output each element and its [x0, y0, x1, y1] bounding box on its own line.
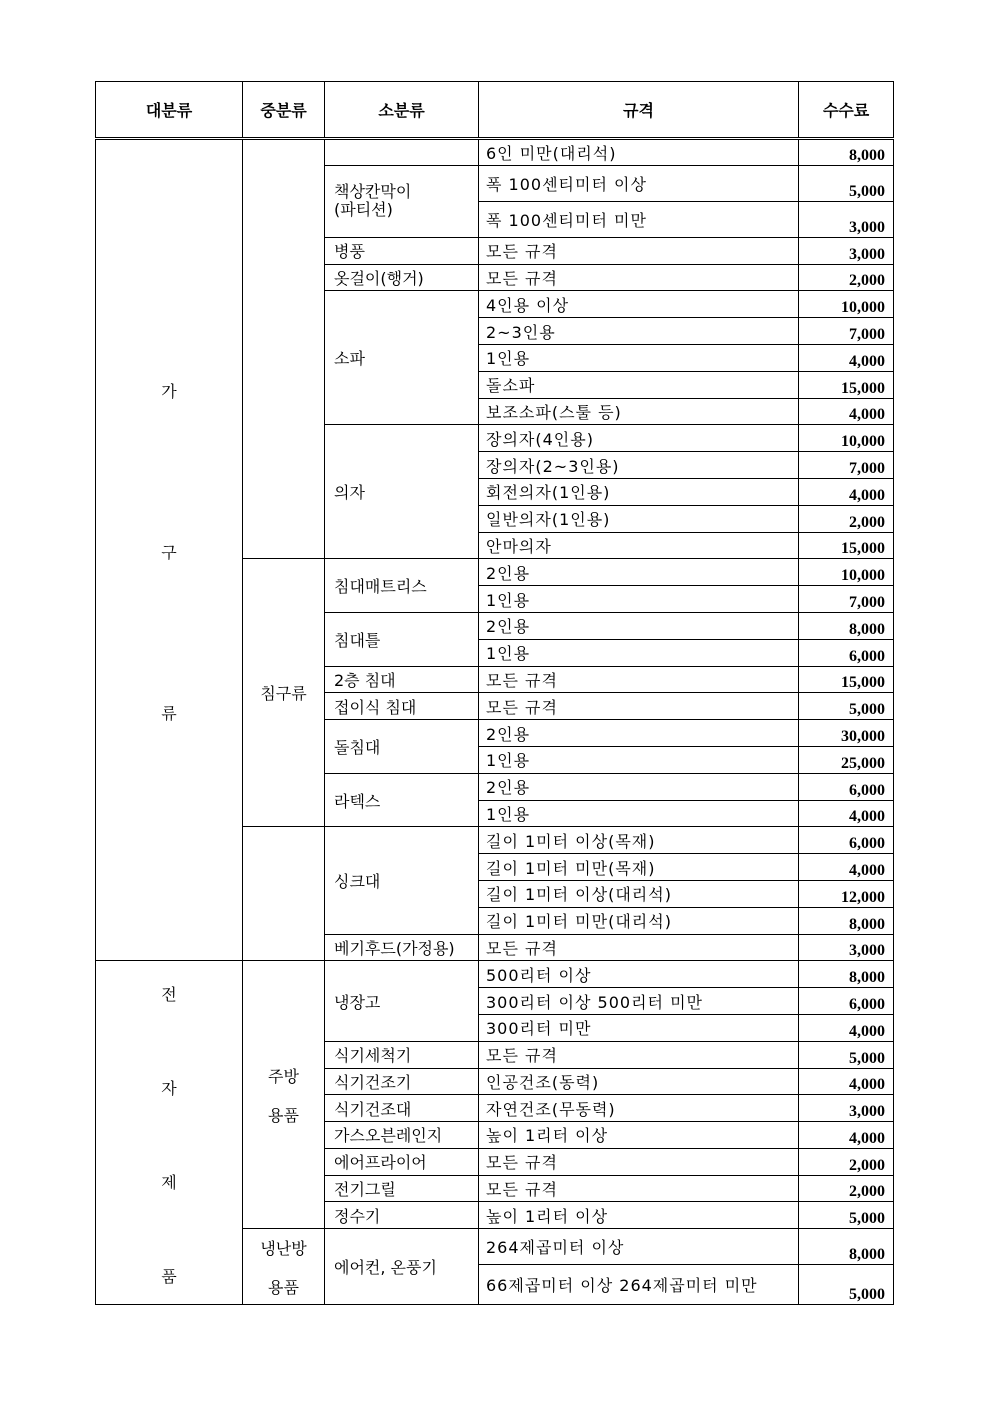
minor-cell: 식기건조기: [325, 1068, 479, 1095]
spec-cell: 폭 100센티미터 이상: [479, 165, 799, 201]
spec-cell: 모든 규격: [479, 934, 799, 961]
fee-cell: 15,000: [799, 666, 894, 693]
fee-cell: 7,000: [799, 318, 894, 345]
spec-cell: 2~3인용: [479, 318, 799, 345]
minor-cell: 전기그릴: [325, 1175, 479, 1202]
middle-kitchen-label: 용품: [268, 1105, 299, 1125]
fee-cell: 5,000: [799, 1265, 894, 1305]
fee-cell: 10,000: [799, 425, 894, 452]
minor-cell: 에어프라이어: [325, 1148, 479, 1175]
major-furniture-char: 류: [161, 703, 177, 723]
fee-cell: 6,000: [799, 639, 894, 666]
minor-cell: 책상칸막이 (파티션): [325, 165, 479, 237]
spec-cell: 1인용: [479, 746, 799, 773]
major-furniture-char: 구: [161, 542, 177, 562]
minor-cell: 싱크대: [325, 827, 479, 934]
spec-cell: 2인용: [479, 773, 799, 800]
minor-cell: 식기세척기: [325, 1041, 479, 1068]
middle-furniture-blank: [243, 139, 325, 559]
fee-cell: 15,000: [799, 371, 894, 398]
minor-cell: 병풍: [325, 237, 479, 264]
fee-cell: 8,000: [799, 907, 894, 934]
fee-cell: 5,000: [799, 1202, 894, 1229]
fee-cell: 8,000: [799, 961, 894, 988]
fee-cell: 4,000: [799, 344, 894, 371]
header-major: 대분류: [96, 82, 243, 139]
fee-cell: 10,000: [799, 291, 894, 318]
spec-cell: 모든 규격: [479, 666, 799, 693]
spec-cell: 길이 1미터 이상(대리석): [479, 880, 799, 907]
middle-hvac-label: 용품: [268, 1277, 299, 1297]
fee-cell: 4,000: [799, 1122, 894, 1149]
minor-cell: 접이식 침대: [325, 693, 479, 720]
spec-cell: 1인용: [479, 344, 799, 371]
fee-cell: 4,000: [799, 800, 894, 827]
middle-bedding: 침구류: [243, 559, 325, 827]
fee-cell: 7,000: [799, 586, 894, 613]
fee-cell: 8,000: [799, 1229, 894, 1265]
fee-cell: 6,000: [799, 827, 894, 854]
spec-cell: 일반의자(1인용): [479, 505, 799, 532]
fee-cell: 15,000: [799, 532, 894, 559]
spec-cell: 안마의자: [479, 532, 799, 559]
spec-cell: 2인용: [479, 612, 799, 639]
spec-cell: 높이 1리터 이상: [479, 1202, 799, 1229]
spec-cell: 모든 규격: [479, 237, 799, 264]
fee-cell: 8,000: [799, 612, 894, 639]
minor-cell: [325, 139, 479, 166]
fee-cell: 2,000: [799, 505, 894, 532]
middle-kitchen: [243, 961, 325, 1229]
minor-cell: 돌침대: [325, 720, 479, 774]
minor-cell: 2층 침대: [325, 666, 479, 693]
header-fee: 수수료: [799, 82, 894, 139]
minor-cell: 식기건조대: [325, 1095, 479, 1122]
spec-cell: 길이 1미터 이상(목재): [479, 827, 799, 854]
fee-cell: 4,000: [799, 1014, 894, 1041]
middle-kitchen-label: 주방: [268, 1066, 299, 1086]
fee-cell: 2,000: [799, 264, 894, 291]
minor-cell: 라텍스: [325, 773, 479, 827]
minor-cell: 의자: [325, 425, 479, 559]
table-row: [96, 961, 894, 988]
spec-cell: 돌소파: [479, 371, 799, 398]
fee-cell: 5,000: [799, 165, 894, 201]
spec-cell: 1인용: [479, 639, 799, 666]
spec-cell: 1인용: [479, 800, 799, 827]
spec-cell: 300리터 미만: [479, 1014, 799, 1041]
spec-cell: 300리터 이상 500리터 미만: [479, 988, 799, 1015]
minor-cell: 옷걸이(행거): [325, 264, 479, 291]
minor-cell: 침대매트리스: [325, 559, 479, 613]
spec-cell: 회전의자(1인용): [479, 478, 799, 505]
spec-cell: 모든 규격: [479, 1148, 799, 1175]
spec-cell: 6인 미만(대리석): [479, 139, 799, 166]
table-row: [96, 139, 894, 166]
header-middle: 중분류: [243, 82, 325, 139]
spec-cell: 500리터 이상: [479, 961, 799, 988]
spec-cell: 모든 규격: [479, 264, 799, 291]
spec-cell: 폭 100센티미터 미만: [479, 201, 799, 237]
spec-cell: 보조소파(스툴 등): [479, 398, 799, 425]
spec-cell: 장의자(4인용): [479, 425, 799, 452]
spec-cell: 66제곱미터 이상 264제곱미터 미만: [479, 1265, 799, 1305]
middle-hvac-label: 냉난방: [260, 1238, 307, 1258]
minor-cell: 에어컨, 온풍기: [325, 1229, 479, 1305]
minor-cell: 냉장고: [325, 961, 479, 1041]
header-spec: 규격: [479, 82, 799, 139]
fee-cell: 2,000: [799, 1148, 894, 1175]
spec-cell: 장의자(2~3인용): [479, 452, 799, 479]
minor-cell: 정수기: [325, 1202, 479, 1229]
header-row: [96, 82, 894, 139]
fee-cell: 3,000: [799, 237, 894, 264]
minor-cell: 소파: [325, 291, 479, 425]
fee-table: [95, 81, 894, 1305]
fee-cell: 7,000: [799, 452, 894, 479]
spec-cell: 길이 1미터 미만(대리석): [479, 907, 799, 934]
fee-cell: 4,000: [799, 854, 894, 881]
minor-cell: 침대틀: [325, 612, 479, 666]
header-minor: 소분류: [325, 82, 479, 139]
spec-cell: 길이 1미터 미만(목재): [479, 854, 799, 881]
fee-cell: 3,000: [799, 201, 894, 237]
major-electronics-char: 제: [161, 1173, 177, 1193]
fee-cell: 3,000: [799, 1095, 894, 1122]
spec-cell: 264제곱미터 이상: [479, 1229, 799, 1265]
major-electronics-char: 품: [161, 1267, 177, 1287]
major-electronics: [96, 961, 243, 1305]
minor-cell: 가스오븐레인지: [325, 1122, 479, 1149]
spec-cell: 모든 규격: [479, 693, 799, 720]
spec-cell: 인공건조(동력): [479, 1068, 799, 1095]
fee-cell: 3,000: [799, 934, 894, 961]
major-furniture: [96, 139, 243, 961]
fee-cell: 5,000: [799, 1041, 894, 1068]
spec-cell: 4인용 이상: [479, 291, 799, 318]
major-furniture-char: 가: [161, 381, 177, 401]
fee-cell: 12,000: [799, 880, 894, 907]
middle-kitchen-furniture-blank: [243, 827, 325, 961]
spec-cell: 자연건조(무동력): [479, 1095, 799, 1122]
fee-cell: 8,000: [799, 139, 894, 166]
fee-cell: 30,000: [799, 720, 894, 747]
fee-cell: 4,000: [799, 1068, 894, 1095]
middle-hvac: [243, 1229, 325, 1305]
minor-cell: 베기후드(가정용): [325, 934, 479, 961]
spec-cell: 2인용: [479, 559, 799, 586]
spec-cell: 2인용: [479, 720, 799, 747]
major-electronics-char: 자: [161, 1079, 177, 1099]
fee-cell: 4,000: [799, 478, 894, 505]
fee-cell: 10,000: [799, 559, 894, 586]
spec-cell: 1인용: [479, 586, 799, 613]
spec-cell: 높이 1리터 이상: [479, 1122, 799, 1149]
fee-cell: 2,000: [799, 1175, 894, 1202]
major-electronics-char: 전: [161, 985, 177, 1005]
fee-cell: 6,000: [799, 988, 894, 1015]
fee-cell: 6,000: [799, 773, 894, 800]
fee-cell: 4,000: [799, 398, 894, 425]
fee-cell: 25,000: [799, 746, 894, 773]
fee-cell: 5,000: [799, 693, 894, 720]
spec-cell: 모든 규격: [479, 1175, 799, 1202]
spec-cell: 모든 규격: [479, 1041, 799, 1068]
